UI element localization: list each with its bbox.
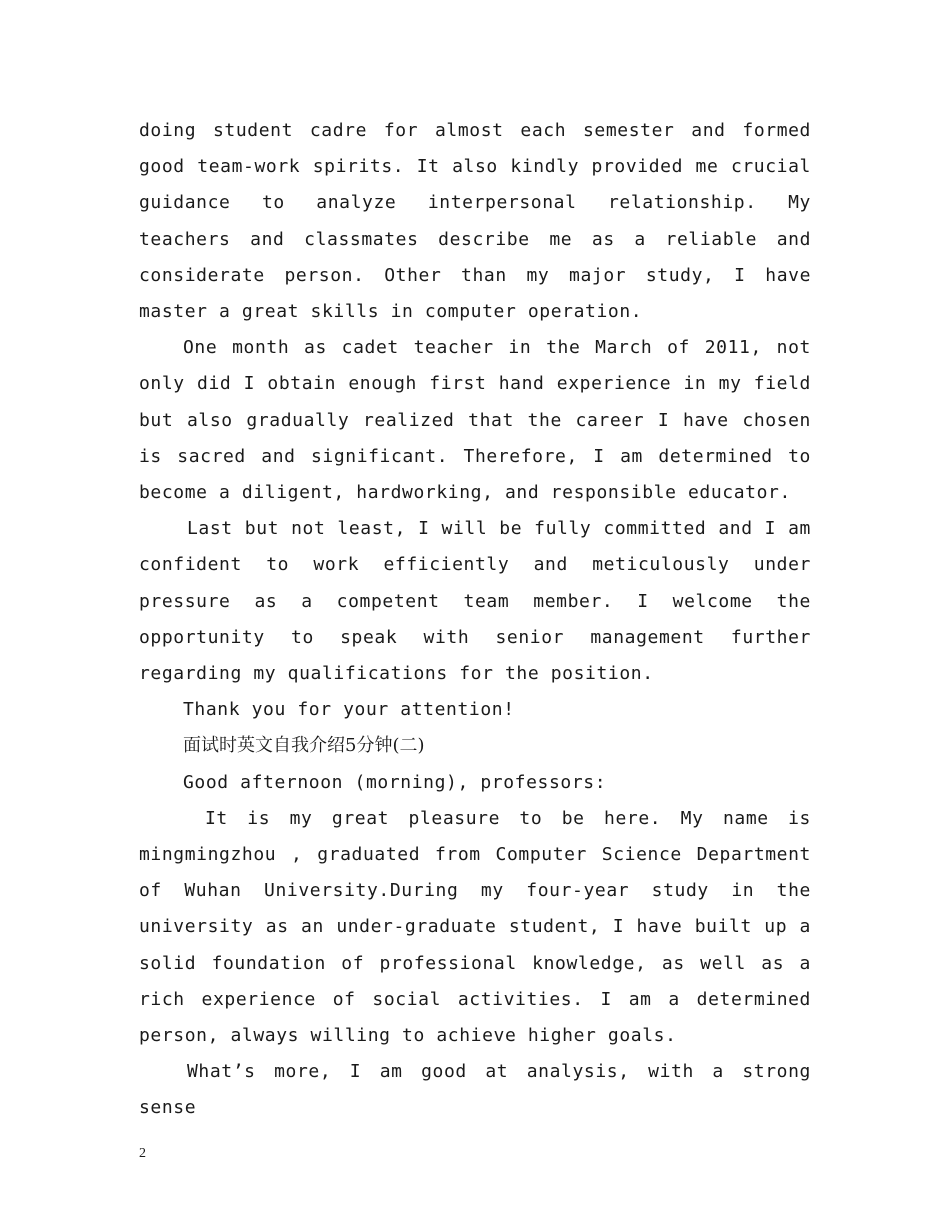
page-number: 2 (139, 1146, 146, 1161)
paragraph-last-but-not-least: Last but not least, I will be fully committed and I am confident to work efficiently and meticulously under pressure as a competent team member. I welcome the opportunity to speak with senior management further regarding my qualifications for the position. (139, 518, 811, 685)
paragraph-greeting: Good afternoon (morning), professors: (183, 771, 607, 793)
paragraph-student-cadre: doing student cadre for almost each semester and formed good team-work spirits. It also kindly provided me crucial guidance to analyze interpersonal relationship. My teachers and classmates describe me as a reliable and considerate person. Other than my major study, I have master a great skills in computer operation. (139, 120, 811, 323)
section-heading: 面试时英文自我介绍5分钟(二) (183, 735, 425, 757)
paragraph-thank-you: Thank you for your attention! (183, 699, 515, 721)
paragraph-introduction: It is my great pleasure to be here. My name is mingmingzhou , graduated from Computer Science Department of Wuhan University.During my four-year study in the university as an under-graduate student, I have built up a solid foundation of professional knowledge, as well as a rich experience of social activities. I am a determined person, always willing to achieve higher goals. (139, 807, 811, 1047)
paragraph-whats-more: What’s more, I am good at analysis, with a strong sense (139, 1061, 811, 1119)
document-body (139, 113, 811, 1127)
paragraph-cadet-teacher: One month as cadet teacher in the March of 2011, not only did I obtain enough first hand experience in my field but also gradually realized that the career I have chosen is sacred and significant. Therefore, I am determined to become a diligent, hardworking, and responsible educator. (139, 337, 811, 504)
